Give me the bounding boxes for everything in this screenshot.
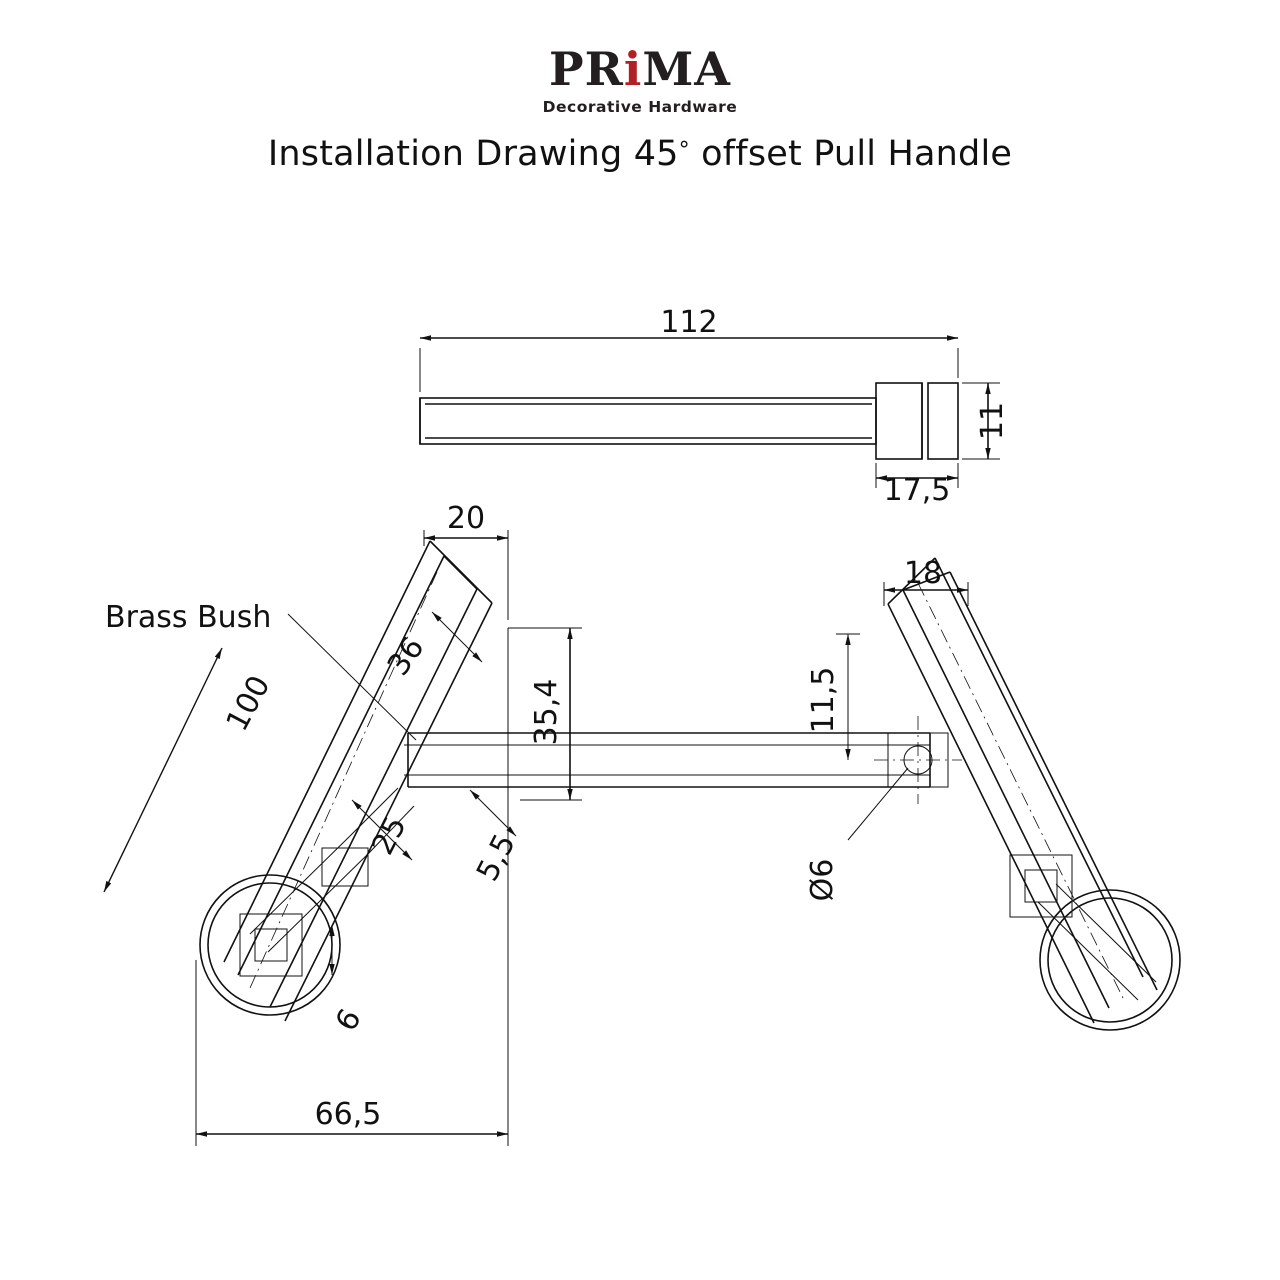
- dimension-66-5: 66,5: [314, 1097, 382, 1132]
- brand-tagline: Decorative Hardware: [542, 98, 738, 116]
- dimension-18: 18: [903, 556, 943, 591]
- dimension-11: 11: [975, 401, 1010, 441]
- dimension-hole-dia-6: Ø6: [805, 858, 840, 902]
- page-title-before: Installation Drawing 45: [267, 134, 679, 174]
- dimension-112: 112: [660, 305, 718, 340]
- dimension-20: 20: [446, 501, 486, 536]
- dimension-11-5: 11,5: [806, 666, 841, 734]
- dimension-5-5: 5,5: [470, 828, 523, 887]
- brand-name-part2: MA: [642, 42, 731, 96]
- label-brass-bush: Brass Bush: [105, 600, 272, 635]
- dimension-100: 100: [219, 670, 278, 738]
- degree-symbol: °: [678, 138, 690, 163]
- dimension-25: 25: [365, 810, 414, 861]
- dimension-36: 36: [380, 630, 432, 683]
- dimension-17-5: 17,5: [883, 473, 951, 508]
- brand-name-accent: i: [623, 42, 643, 96]
- dimension-35-4: 35,4: [529, 678, 564, 746]
- brand-name-part1: PR: [549, 42, 624, 96]
- page-title-after: offset Pull Handle: [689, 134, 1013, 174]
- dimension-6: 6: [328, 1003, 369, 1038]
